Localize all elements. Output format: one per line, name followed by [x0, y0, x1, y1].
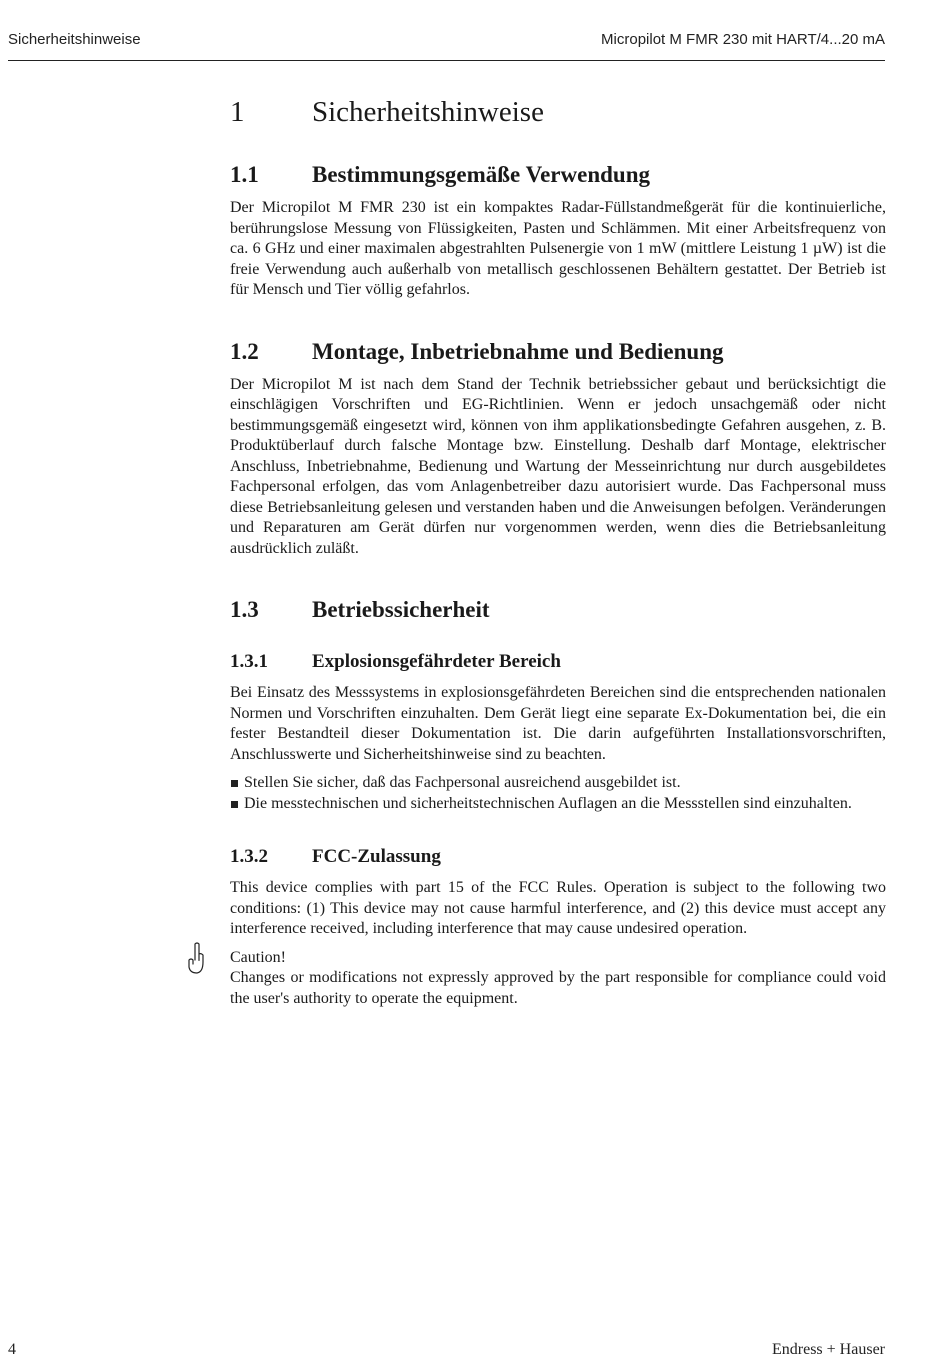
subsection-title: Explosionsgefährdeter Bereich: [312, 651, 561, 672]
subsection-number: 1.3.1: [230, 651, 268, 672]
list-item-text: Die messtechnischen und sicherheitstechnischen Auflagen an die Messstellen sind einzuhalten.: [244, 794, 852, 812]
caution-label: Caution!: [230, 948, 286, 966]
section-1-3-1-paragraph: Bei Einsatz des Messsystems in explosionsgefährdeten Bereichen sind die entsprechenden nationalen Normen und Vorschriften einzuhalten. Dem Gerät liegt eine separate Ex-Dokumentation bei, die ein fester Bestandteil dieser Dokumentation ist. Die darin aufgeführten Installationsvorschriften, Anschlusswerte und Sicherheitshinweise sind zu beachten.: [230, 684, 886, 763]
square-bullet-icon: [231, 801, 238, 808]
section-title: Betriebssicherheit: [312, 597, 490, 622]
page-content: [230, 92, 886, 1009]
section-number: 1.3: [230, 597, 259, 622]
chapter-heading: [230, 92, 886, 132]
subsection-title: FCC-Zulassung: [312, 846, 441, 867]
section-1-3-2-heading: [230, 844, 886, 870]
section-1-3-2-paragraph: This device complies with part 15 of the FCC Rules. Operation is subject to the following two conditions: (1) This device may not cause harmful interference, and (2) this device must accept any interference received, including interference that may cause undesired operation.: [230, 879, 886, 937]
square-bullet-icon: [231, 780, 238, 787]
chapter-title: Sicherheitshinweise: [312, 96, 544, 128]
section-title: Montage, Inbetriebnahme und Bedienung: [312, 338, 724, 364]
section-1-3-heading: [230, 595, 886, 625]
caution-paragraph: Changes or modifications not expressly approved by the part responsible for compliance could void the user's authority to operate the equipment.: [230, 969, 886, 1007]
section-1-2-paragraph: Der Micropilot M ist nach dem Stand der Technik betriebssicher gebaut und berücksichtigt die einschlägigen Vorschriften und EG-Richtlinien. Wenn er jedoch unsachgemäß oder nicht bestimmungsgemäß eingesetzt wird, können von ihm applikationsbedingte Gefahren ausgehen, z. B. Produktüberlauf durch falsche Montage bzw. Einstellung. Deshalb darf Montage, elektrischer Anschluss, Inbetriebnahme, Bedienung und Wartung der Messeinrichtung nur durch ausgebildetes Fachpersonal erfolgen, das vom Anlagenbetreiber dazu autorisiert wurde. Das Fachpersonal muss diese Betriebsanleitung gelesen und verstanden haben und die Anweisungen befolgen. Veränderungen und Reparaturen am Gerät dürfen nur vorgenommen werden, wenn dies die Betriebsanleitung ausdrücklich zuläßt.: [230, 375, 886, 557]
bullet-list: [230, 773, 886, 814]
caution-note: [230, 948, 886, 1010]
list-item-text: Stellen Sie sicher, daß das Fachpersonal ausreichend ausgebildet ist.: [244, 774, 681, 791]
header-document-title: Micropilot M FMR 230 mit HART/4...20 mA: [601, 31, 885, 48]
footer-brand: Endress + Hauser: [772, 1341, 885, 1358]
section-number: 1.1: [230, 162, 259, 187]
page-number: 4: [8, 1341, 16, 1358]
chapter-number: 1: [230, 96, 245, 128]
page-header: [8, 31, 885, 53]
header-divider: [8, 60, 885, 61]
section-1-1-heading: [230, 160, 886, 190]
section-1-2-heading: [230, 337, 886, 367]
list-item: [230, 773, 886, 794]
section-1-1-paragraph: Der Micropilot M FMR 230 ist ein kompaktes Radar-Füllstandmeßgerät für die kontinuierliche, berührungslose Messung von Flüssigkeiten, Pasten und Schlämmen. Mit einer Arbeitsfrequenz von ca. 6 GHz und einer maximalen abgestrahlten Pulsenergie von 1 mW (mittlere Leistung 1 µW) ist die freie Verwendung auch außerhalb von metallisch geschlossenen Behältern gestattet. Der Betrieb ist für Mensch und Tier völlig gefahrlos.: [230, 199, 886, 298]
section-1-3-1-heading: [230, 649, 886, 675]
section-title: Bestimmungsgemäße Verwendung: [312, 162, 651, 187]
header-section-title: Sicherheitshinweise: [8, 31, 141, 48]
pointing-hand-icon: [186, 942, 208, 976]
list-item: [230, 794, 886, 815]
section-number: 1.2: [230, 338, 259, 364]
subsection-number: 1.3.2: [230, 846, 268, 867]
